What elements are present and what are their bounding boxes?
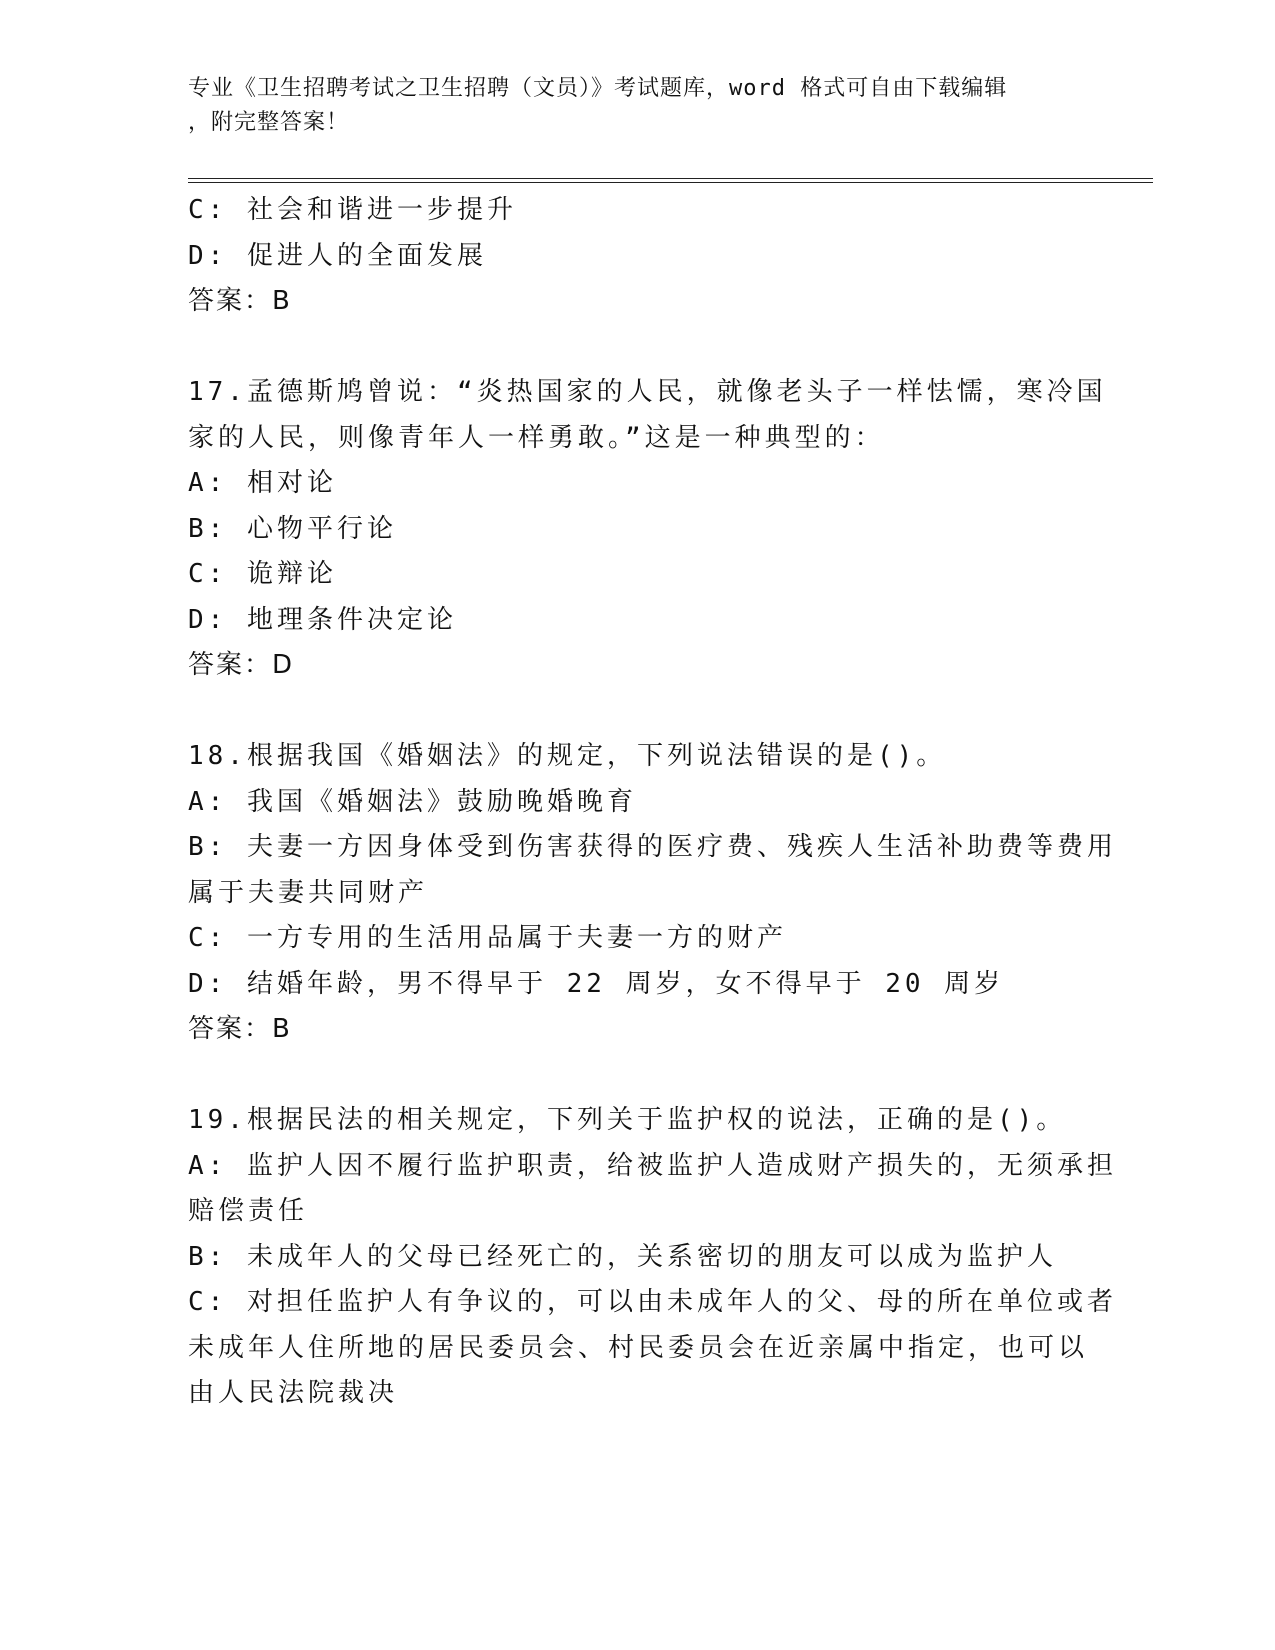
option-a: A: 我国《婚姻法》鼓励晚婚晚育 <box>188 786 637 817</box>
spacer <box>188 1053 1068 1099</box>
question-stem-continued: 家的人民，则像青年人一样勇敢。”这是一种典型的： <box>188 422 885 453</box>
header-line-2: ，附完整答案！ <box>188 110 350 135</box>
option-d: D: 促进人的全面发展 <box>188 240 487 271</box>
header-line-1: 专业《卫生招聘考试之卫生招聘（文员）》考试题库，word 格式可自由下载编辑 <box>188 76 1008 101</box>
spacer <box>188 325 1068 371</box>
question-16-continued <box>188 188 1068 325</box>
option-c: C: 对担任监护人有争议的，可以由未成年人的父、母的所在单位或者 <box>188 1287 1117 1317</box>
option-b: B: 未成年人的父母已经死亡的，关系密切的朋友可以成为监护人 <box>188 1241 1057 1272</box>
question-18 <box>188 734 1117 1053</box>
answer: 答案：B <box>188 286 292 316</box>
option-a-continued: 赔偿责任 <box>188 1196 309 1226</box>
answer: 答案：D <box>188 650 295 680</box>
answer: 答案：B <box>188 1014 292 1044</box>
header-divider <box>188 178 1153 183</box>
option-c-continued: 未成年人住所地的居民委员会、村民委员会在近亲属中指定，也可以 <box>188 1332 1089 1363</box>
option-c: C: 一方专用的生活用品属于夫妻一方的财产 <box>188 923 787 953</box>
option-b-continued: 属于夫妻共同财产 <box>188 877 429 908</box>
option-b: B: 心物平行论 <box>188 513 397 544</box>
option-b: B: 夫妻一方因身体受到伤害获得的医疗费、残疾人生活补助费等费用 <box>188 832 1117 862</box>
question-stem: 19.根据民法的相关规定，下列关于监护权的说法，正确的是()。 <box>188 1105 1067 1135</box>
option-c: C: 诡辩论 <box>188 559 337 589</box>
question-17 <box>188 370 1107 689</box>
document-body <box>188 188 1117 1417</box>
option-a: A: 相对论 <box>188 468 337 498</box>
option-c: C: 社会和谐进一步提升 <box>188 195 517 225</box>
question-stem: 17.孟德斯鸠曾说：“炎热国家的人民，就像老头子一样怯懦，寒冷国 <box>188 377 1107 407</box>
option-d: D: 结婚年龄，男不得早于 22 周岁，女不得早于 20 周岁 <box>188 968 1005 999</box>
option-a: A: 监护人因不履行监护职责，给被监护人造成财产损失的，无须承担 <box>188 1150 1117 1181</box>
spacer <box>188 689 1068 735</box>
option-c-continued: 由人民法院裁决 <box>188 1378 399 1408</box>
question-19 <box>188 1098 1117 1417</box>
page-header <box>188 72 1088 140</box>
question-stem: 18.根据我国《婚姻法》的规定，下列说法错误的是()。 <box>188 741 947 771</box>
option-d: D: 地理条件决定论 <box>188 604 457 635</box>
